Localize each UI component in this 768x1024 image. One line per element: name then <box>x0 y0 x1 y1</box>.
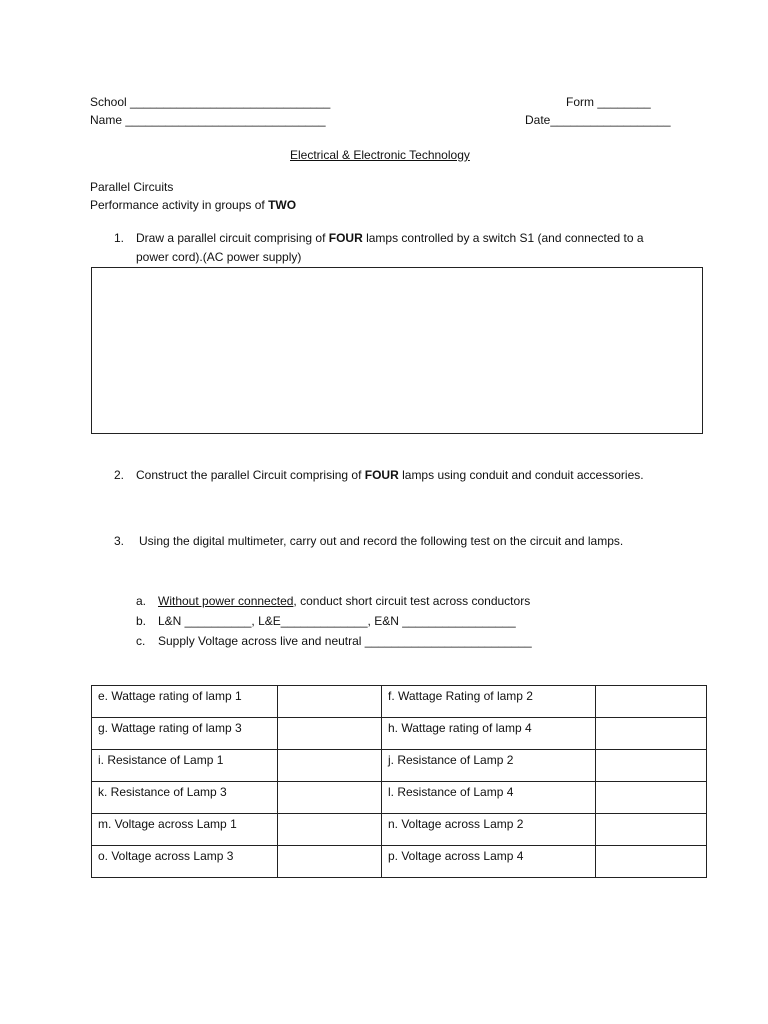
label-cell: j. Resistance of Lamp 2 <box>382 750 596 782</box>
value-cell[interactable] <box>278 686 382 718</box>
drawing-box[interactable] <box>91 267 703 434</box>
label-cell: p. Voltage across Lamp 4 <box>382 846 596 878</box>
results-table <box>91 685 707 878</box>
table-row <box>92 814 707 846</box>
question-3-text: Using the digital multimeter, carry out and record the following test on the circuit and lamps. <box>139 534 624 548</box>
name-field[interactable] <box>90 113 326 127</box>
question-1-number: 1. <box>114 231 125 245</box>
subitem-b[interactable]: L&N __________, L&E_____________, E&N _________________ <box>158 614 516 628</box>
subitem-c-letter: c. <box>136 634 146 648</box>
question-2-text <box>136 468 644 482</box>
question-2-text-a: Construct the parallel Circuit comprising of <box>136 468 365 482</box>
label-cell: h. Wattage rating of lamp 4 <box>382 718 596 750</box>
table-row <box>92 750 707 782</box>
subitem-b-letter: b. <box>136 614 147 628</box>
question-1-text-b: lamps controlled by a switch S1 (and connected to a <box>362 231 644 245</box>
label-cell: e. Wattage rating of lamp 1 <box>92 686 278 718</box>
label-cell: l. Resistance of Lamp 4 <box>382 782 596 814</box>
section-subheading <box>90 198 296 212</box>
value-cell[interactable] <box>596 718 707 750</box>
table-row <box>92 846 707 878</box>
label-cell: k. Resistance of Lamp 3 <box>92 782 278 814</box>
label-cell: o. Voltage across Lamp 3 <box>92 846 278 878</box>
label-cell: f. Wattage Rating of lamp 2 <box>382 686 596 718</box>
question-1-line2: power cord).(AC power supply) <box>136 250 302 264</box>
form-label: Form <box>566 95 594 109</box>
subheading-text: Performance activity in groups of <box>90 198 269 212</box>
table-row <box>92 686 707 718</box>
form-field[interactable] <box>566 95 651 109</box>
value-cell[interactable] <box>278 782 382 814</box>
question-1-line1 <box>136 231 644 245</box>
form-blank[interactable]: ________ <box>597 95 651 109</box>
name-label: Name <box>90 113 123 127</box>
label-cell: n. Voltage across Lamp 2 <box>382 814 596 846</box>
question-2-number: 2. <box>114 468 125 482</box>
school-field[interactable] <box>90 95 330 109</box>
subitem-a <box>158 594 530 608</box>
label-cell: g. Wattage rating of lamp 3 <box>92 718 278 750</box>
table-row <box>92 782 707 814</box>
section-heading: Parallel Circuits <box>90 180 174 194</box>
label-cell: i. Resistance of Lamp 1 <box>92 750 278 782</box>
subitem-a-underlined: Without power connected <box>158 594 294 608</box>
subitem-a-letter: a. <box>136 594 147 608</box>
name-blank[interactable]: ______________________________ <box>125 113 326 127</box>
value-cell[interactable] <box>596 846 707 878</box>
question-1-bold: FOUR <box>328 231 363 245</box>
label-cell: m. Voltage across Lamp 1 <box>92 814 278 846</box>
date-field[interactable] <box>525 113 671 127</box>
value-cell[interactable] <box>596 814 707 846</box>
subitem-c[interactable]: Supply Voltage across live and neutral _________________________ <box>158 634 532 648</box>
question-2-text-b: lamps using conduit and conduit accessories. <box>398 468 644 482</box>
question-3-number: 3. <box>114 534 125 548</box>
value-cell[interactable] <box>278 846 382 878</box>
page-title: Electrical & Electronic Technology <box>290 148 470 162</box>
question-2-bold: FOUR <box>364 468 399 482</box>
date-label: Date <box>525 113 551 127</box>
subheading-bold: TWO <box>268 198 297 212</box>
results-table-body <box>92 686 707 878</box>
date-blank[interactable]: __________________ <box>550 113 671 127</box>
value-cell[interactable] <box>596 686 707 718</box>
value-cell[interactable] <box>278 750 382 782</box>
subitem-a-rest: , conduct short circuit test across conductors <box>293 594 531 608</box>
school-blank[interactable]: ______________________________ <box>130 95 331 109</box>
value-cell[interactable] <box>596 750 707 782</box>
question-1-text-a: Draw a parallel circuit comprising of <box>136 231 329 245</box>
value-cell[interactable] <box>278 814 382 846</box>
table-row <box>92 718 707 750</box>
school-label: School <box>90 95 127 109</box>
value-cell[interactable] <box>596 782 707 814</box>
value-cell[interactable] <box>278 718 382 750</box>
